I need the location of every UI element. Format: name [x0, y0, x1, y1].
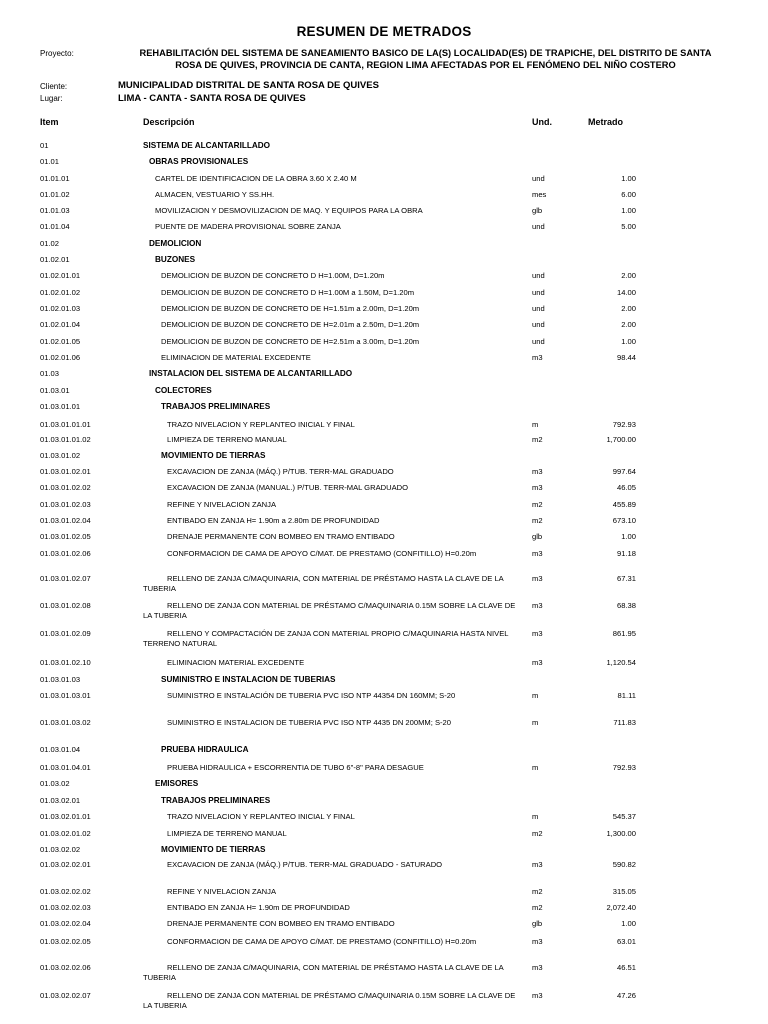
row-metrado: 14.00 [616, 288, 636, 297]
row-item-code: 01.03.01.01.01 [40, 420, 91, 429]
row-description-continued: LA TUBERIA [143, 611, 187, 620]
row-metrado: 861.95 [612, 629, 636, 638]
row-unit: und [532, 337, 545, 346]
row-unit: m3 [532, 937, 543, 946]
row-item-code: 01.03.02.01 [40, 796, 81, 805]
row-metrado: 711.83 [613, 718, 636, 727]
row-metrado: 792.93 [612, 763, 636, 772]
row-item-code: 01.03.01.03 [40, 675, 81, 684]
row-description: ELIMINACION DE MATERIAL EXCEDENTE [161, 353, 311, 362]
row-unit: und [532, 271, 545, 280]
row-metrado: 315.05 [612, 887, 636, 896]
row-metrado: 2,072.40 [606, 903, 636, 912]
row-description: EXCAVACION DE ZANJA (MANUAL.) P/TUB. TERR-MAL GRADUADO [167, 483, 409, 492]
row-unit: m2 [532, 435, 543, 444]
row-description: MOVILIZACION Y DESMOVILIZACION DE MAQ. Y EQUIPOS PARA LA OBRA [155, 206, 423, 215]
row-metrado: 1.00 [621, 532, 636, 541]
row-unit: glb [532, 206, 543, 215]
row-metrado: 2.00 [621, 271, 636, 280]
row-unit: m3 [532, 483, 543, 492]
row-metrado: 63.01 [616, 937, 636, 946]
row-description: DEMOLICION DE BUZON DE CONCRETO D H=1.00M a 1.50M, D=1.20m [161, 288, 415, 297]
row-unit: m3 [532, 549, 543, 558]
row-unit: m3 [532, 860, 543, 869]
row-description: INSTALACION DEL SISTEMA DE ALCANTARILLADO [149, 369, 353, 378]
row-item-code: 01 [40, 141, 49, 150]
row-description: MOVIMIENTO DE TIERRAS [161, 451, 266, 460]
row-metrado: 98.44 [616, 353, 636, 362]
row-description: REFINE Y NIVELACION ZANJA [167, 887, 277, 896]
row-description: RELLENO DE ZANJA CON MATERIAL DE PRÉSTAMO C/MAQUINARIA 0.15M SOBRE LA CLAVE DE [167, 601, 516, 610]
row-metrado: 2.00 [621, 304, 636, 313]
row-metrado: 792.93 [612, 420, 636, 429]
row-item-code: 01.03.01.02 [40, 451, 81, 460]
row-unit: m3 [532, 629, 543, 638]
row-item-code: 01.03.01.02.08 [40, 601, 91, 610]
row-item-code: 01.03.02.02.04 [40, 919, 91, 928]
row-description: RELLENO DE ZANJA C/MAQUINARIA, CON MATERIAL DE PRÉSTAMO HASTA LA CLAVE DE LA [167, 574, 504, 583]
row-item-code: 01.03.01.04.01 [40, 763, 91, 772]
row-description: TRAZO NIVELACION Y REPLANTEO INICIAL Y FINAL [167, 812, 355, 821]
row-item-code: 01.03.01.02.05 [40, 532, 91, 541]
row-description: TRABAJOS PRELIMINARES [161, 402, 271, 411]
row-description: EXCAVACION DE ZANJA (MÁQ.) P/TUB. TERR-MAL GRADUADO [167, 467, 394, 476]
row-item-code: 01.03.02.01.01 [40, 812, 91, 821]
row-unit: und [532, 174, 545, 183]
row-item-code: 01.01.03 [40, 206, 70, 215]
row-unit: glb [532, 532, 543, 541]
row-item-code: 01.03.01.02.02 [40, 483, 91, 492]
row-unit: und [532, 288, 545, 297]
row-unit: m3 [532, 353, 543, 362]
column-header-und: Und. [532, 117, 552, 127]
row-metrado: 455.89 [612, 500, 636, 509]
row-description: EXCAVACION DE ZANJA (MÁQ.) P/TUB. TERR-MAL GRADUADO - SATURADO [167, 860, 443, 869]
row-unit: glb [532, 919, 543, 928]
row-description: TRABAJOS PRELIMINARES [161, 796, 271, 805]
row-description: LIMPIEZA DE TERRENO MANUAL [167, 435, 287, 444]
row-description: TRAZO NIVELACION Y REPLANTEO INICIAL Y FINAL [167, 420, 355, 429]
row-metrado: 67.31 [616, 574, 636, 583]
row-item-code: 01.01.01 [40, 174, 70, 183]
row-description: ENTIBADO EN ZANJA H= 1.90m a 2.80m DE PROFUNDIDAD [167, 516, 380, 525]
row-metrado: 1,120.54 [606, 658, 636, 667]
row-unit: mes [532, 190, 547, 199]
row-description: DEMOLICION DE BUZON DE CONCRETO D H=1.00M, D=1.20m [161, 271, 385, 280]
row-description: DRENAJE PERMANENTE CON BOMBEO EN TRAMO ENTIBADO [167, 532, 395, 541]
row-metrado: 590.82 [612, 860, 636, 869]
row-item-code: 01.03.02.02.06 [40, 963, 91, 972]
proyecto-line-1: REHABILITACIÓN DEL SISTEMA DE SANEAMIENTO BASICO DE LA(S) LOCALIDAD(ES) DE TRAPICHE, DEL DISTRITO DE SANTA [139, 48, 712, 58]
row-description: SISTEMA DE ALCANTARILLADO [143, 141, 271, 150]
row-unit: m [532, 763, 539, 772]
row-metrado: 673.10 [612, 516, 636, 525]
row-unit: m2 [532, 516, 543, 525]
row-item-code: 01.03.02.02.03 [40, 903, 91, 912]
row-metrado: 46.51 [616, 963, 636, 972]
row-item-code: 01.01 [40, 157, 60, 166]
row-item-code: 01.02.01.03 [40, 304, 81, 313]
row-metrado: 997.64 [612, 467, 636, 476]
lugar-value: LIMA - CANTA - SANTA ROSA DE QUIVES [118, 93, 306, 104]
proyecto-label: Proyecto: [40, 49, 74, 58]
row-item-code: 01.02.01.04 [40, 320, 81, 329]
row-metrado: 6.00 [621, 190, 636, 199]
row-description: REFINE Y NIVELACION ZANJA [167, 500, 277, 509]
row-description: DRENAJE PERMANENTE CON BOMBEO EN TRAMO ENTIBADO [167, 919, 395, 928]
row-description: SUMINISTRO E INSTALACION DE TUBERIAS [161, 675, 336, 684]
row-description: MOVIMIENTO DE TIERRAS [161, 845, 266, 854]
row-metrado: 1,700.00 [606, 435, 636, 444]
row-unit: m3 [532, 963, 543, 972]
column-header-descripcion: Descripción [143, 117, 195, 127]
row-unit: m [532, 420, 539, 429]
row-item-code: 01.02.01.05 [40, 337, 81, 346]
row-item-code: 01.03.01.02.07 [40, 574, 91, 583]
row-unit: m2 [532, 887, 543, 896]
row-item-code: 01.01.02 [40, 190, 70, 199]
row-description-continued: TERRENO NATURAL [143, 639, 218, 648]
row-description-continued: TUBERIA [143, 584, 176, 593]
row-unit: m3 [532, 991, 543, 1000]
row-metrado: 5.00 [621, 222, 636, 231]
row-description: CARTEL DE IDENTIFICACION DE LA OBRA 3.60 X 2.40 M [155, 174, 357, 183]
row-description: COLECTORES [155, 386, 212, 395]
row-item-code: 01.03.02.02 [40, 845, 81, 854]
row-description: DEMOLICION [149, 239, 202, 248]
row-item-code: 01.02.01.02 [40, 288, 81, 297]
row-unit: m2 [532, 903, 543, 912]
row-description: ELIMINACION MATERIAL EXCEDENTE [167, 658, 305, 667]
row-unit: und [532, 222, 545, 231]
row-description: DEMOLICION DE BUZON DE CONCRETO DE H=2.01m a 2.50m, D=1.20m [161, 320, 420, 329]
row-description: ENTIBADO EN ZANJA H= 1.90m DE PROFUNDIDAD [167, 903, 350, 912]
row-description: EMISORES [155, 779, 199, 788]
column-header-item: Item [40, 117, 59, 127]
row-metrado: 1.00 [621, 174, 636, 183]
proyecto-value [118, 48, 733, 71]
row-item-code: 01.02 [40, 239, 60, 248]
row-unit: m [532, 691, 539, 700]
row-metrado: 545.37 [612, 812, 636, 821]
row-unit: m3 [532, 467, 543, 476]
row-description: RELLENO DE ZANJA C/MAQUINARIA, CON MATERIAL DE PRÉSTAMO HASTA LA CLAVE DE LA [167, 963, 504, 972]
row-item-code: 01.03.01.02.04 [40, 516, 91, 525]
row-metrado: 91.18 [616, 549, 636, 558]
row-item-code: 01.03.01.02.01 [40, 467, 91, 476]
cliente-label: Cliente: [40, 82, 68, 91]
row-description: OBRAS PROVISIONALES [149, 157, 249, 166]
row-item-code: 01.03.01.01 [40, 402, 81, 411]
cliente-value: MUNICIPALIDAD DISTRITAL DE SANTA ROSA DE QUIVES [118, 80, 379, 91]
row-item-code: 01.03.01.01.02 [40, 435, 91, 444]
page-title: RESUMEN DE METRADOS [296, 24, 472, 39]
row-metrado: 46.05 [616, 483, 636, 492]
row-item-code: 01.03.01.02.03 [40, 500, 91, 509]
row-item-code: 01.03.01.02.10 [40, 658, 91, 667]
row-item-code: 01.03.01.04 [40, 745, 81, 754]
row-description: DEMOLICION DE BUZON DE CONCRETO DE H=1.51m a 2.00m, D=1.20m [161, 304, 420, 313]
row-description: PRUEBA HIDRAULICA [161, 745, 249, 754]
row-unit: m3 [532, 658, 543, 667]
row-item-code: 01.03.02.02.05 [40, 937, 91, 946]
row-metrado: 1.00 [621, 206, 636, 215]
row-metrado: 68.38 [616, 601, 636, 610]
row-metrado: 81.11 [617, 691, 636, 700]
row-description: SUMINISTRO E INSTALACIÓN DE TUBERIA PVC ISO NTP 44354 DN 160MM; S-20 [167, 691, 456, 700]
row-description: SUMINISTRO E INSTALACION DE TUBERIA PVC ISO NTP 4435 DN 200MM; S-20 [167, 718, 451, 727]
row-item-code: 01.03.02.01.02 [40, 829, 91, 838]
row-item-code: 01.03.01.03.01 [40, 691, 91, 700]
row-item-code: 01.03.01.02.09 [40, 629, 91, 638]
row-unit: m3 [532, 601, 543, 610]
row-metrado: 1.00 [621, 337, 636, 346]
row-item-code: 01.03.02.02.07 [40, 991, 91, 1000]
row-description: LIMPIEZA DE TERRENO MANUAL [167, 829, 287, 838]
row-item-code: 01.03.01.02.06 [40, 549, 91, 558]
row-description: ALMACEN, VESTUARIO Y SS.HH. [155, 190, 275, 199]
row-description-continued: TUBERIA [143, 973, 176, 982]
row-item-code: 01.01.04 [40, 222, 70, 231]
row-item-code: 01.03 [40, 369, 60, 378]
row-metrado: 47.26 [616, 991, 636, 1000]
row-item-code: 01.02.01.01 [40, 271, 81, 280]
row-unit: und [532, 304, 545, 313]
row-description: RELLENO Y COMPACTACIÓN DE ZANJA CON MATERIAL PROPIO C/MAQUINARIA HASTA NIVEL [167, 629, 509, 638]
row-description: PUENTE DE MADERA PROVISIONAL SOBRE ZANJA [155, 222, 341, 231]
row-description: DEMOLICION DE BUZON DE CONCRETO DE H=2.51m a 3.00m, D=1.20m [161, 337, 420, 346]
proyecto-line-2: ROSA DE QUIVES, PROVINCIA DE CANTA, REGION LIMA AFECTADAS POR EL FENÓMENO DEL NIÑO COSTERO [175, 59, 676, 70]
row-metrado: 2.00 [621, 320, 636, 329]
row-item-code: 01.02.01.06 [40, 353, 81, 362]
row-item-code: 01.02.01 [40, 255, 70, 264]
row-description-continued: LA TUBERIA [143, 1001, 187, 1010]
lugar-label: Lugar: [40, 94, 63, 103]
row-item-code: 01.03.01.03.02 [40, 718, 91, 727]
row-description: CONFORMACION DE CAMA DE APOYO C/MAT. DE PRESTAMO (CONFITILLO) H=0.20m [167, 549, 477, 558]
row-metrado: 1,300.00 [606, 829, 636, 838]
row-item-code: 01.03.02 [40, 779, 70, 788]
row-unit: m2 [532, 500, 543, 509]
row-metrado: 1.00 [621, 919, 636, 928]
row-unit: und [532, 320, 545, 329]
row-description: CONFORMACION DE CAMA DE APOYO C/MAT. DE PRESTAMO (CONFITILLO) H=0.20m [167, 937, 477, 946]
row-description: RELLENO DE ZANJA CON MATERIAL DE PRÉSTAMO C/MAQUINARIA 0.15M SOBRE LA CLAVE DE [167, 991, 516, 1000]
row-unit: m2 [532, 829, 543, 838]
row-item-code: 01.03.01 [40, 386, 70, 395]
row-description: BUZONES [155, 255, 196, 264]
column-header-metrado: Metrado [588, 117, 624, 127]
row-unit: m [532, 718, 539, 727]
row-item-code: 01.03.02.02.02 [40, 887, 91, 896]
row-unit: m [532, 812, 539, 821]
row-unit: m3 [532, 574, 543, 583]
row-description: PRUEBA HIDRAULICA + ESCORRENTIA DE TUBO 6"-8" PARA DESAGUE [167, 763, 424, 772]
row-item-code: 01.03.02.02.01 [40, 860, 91, 869]
